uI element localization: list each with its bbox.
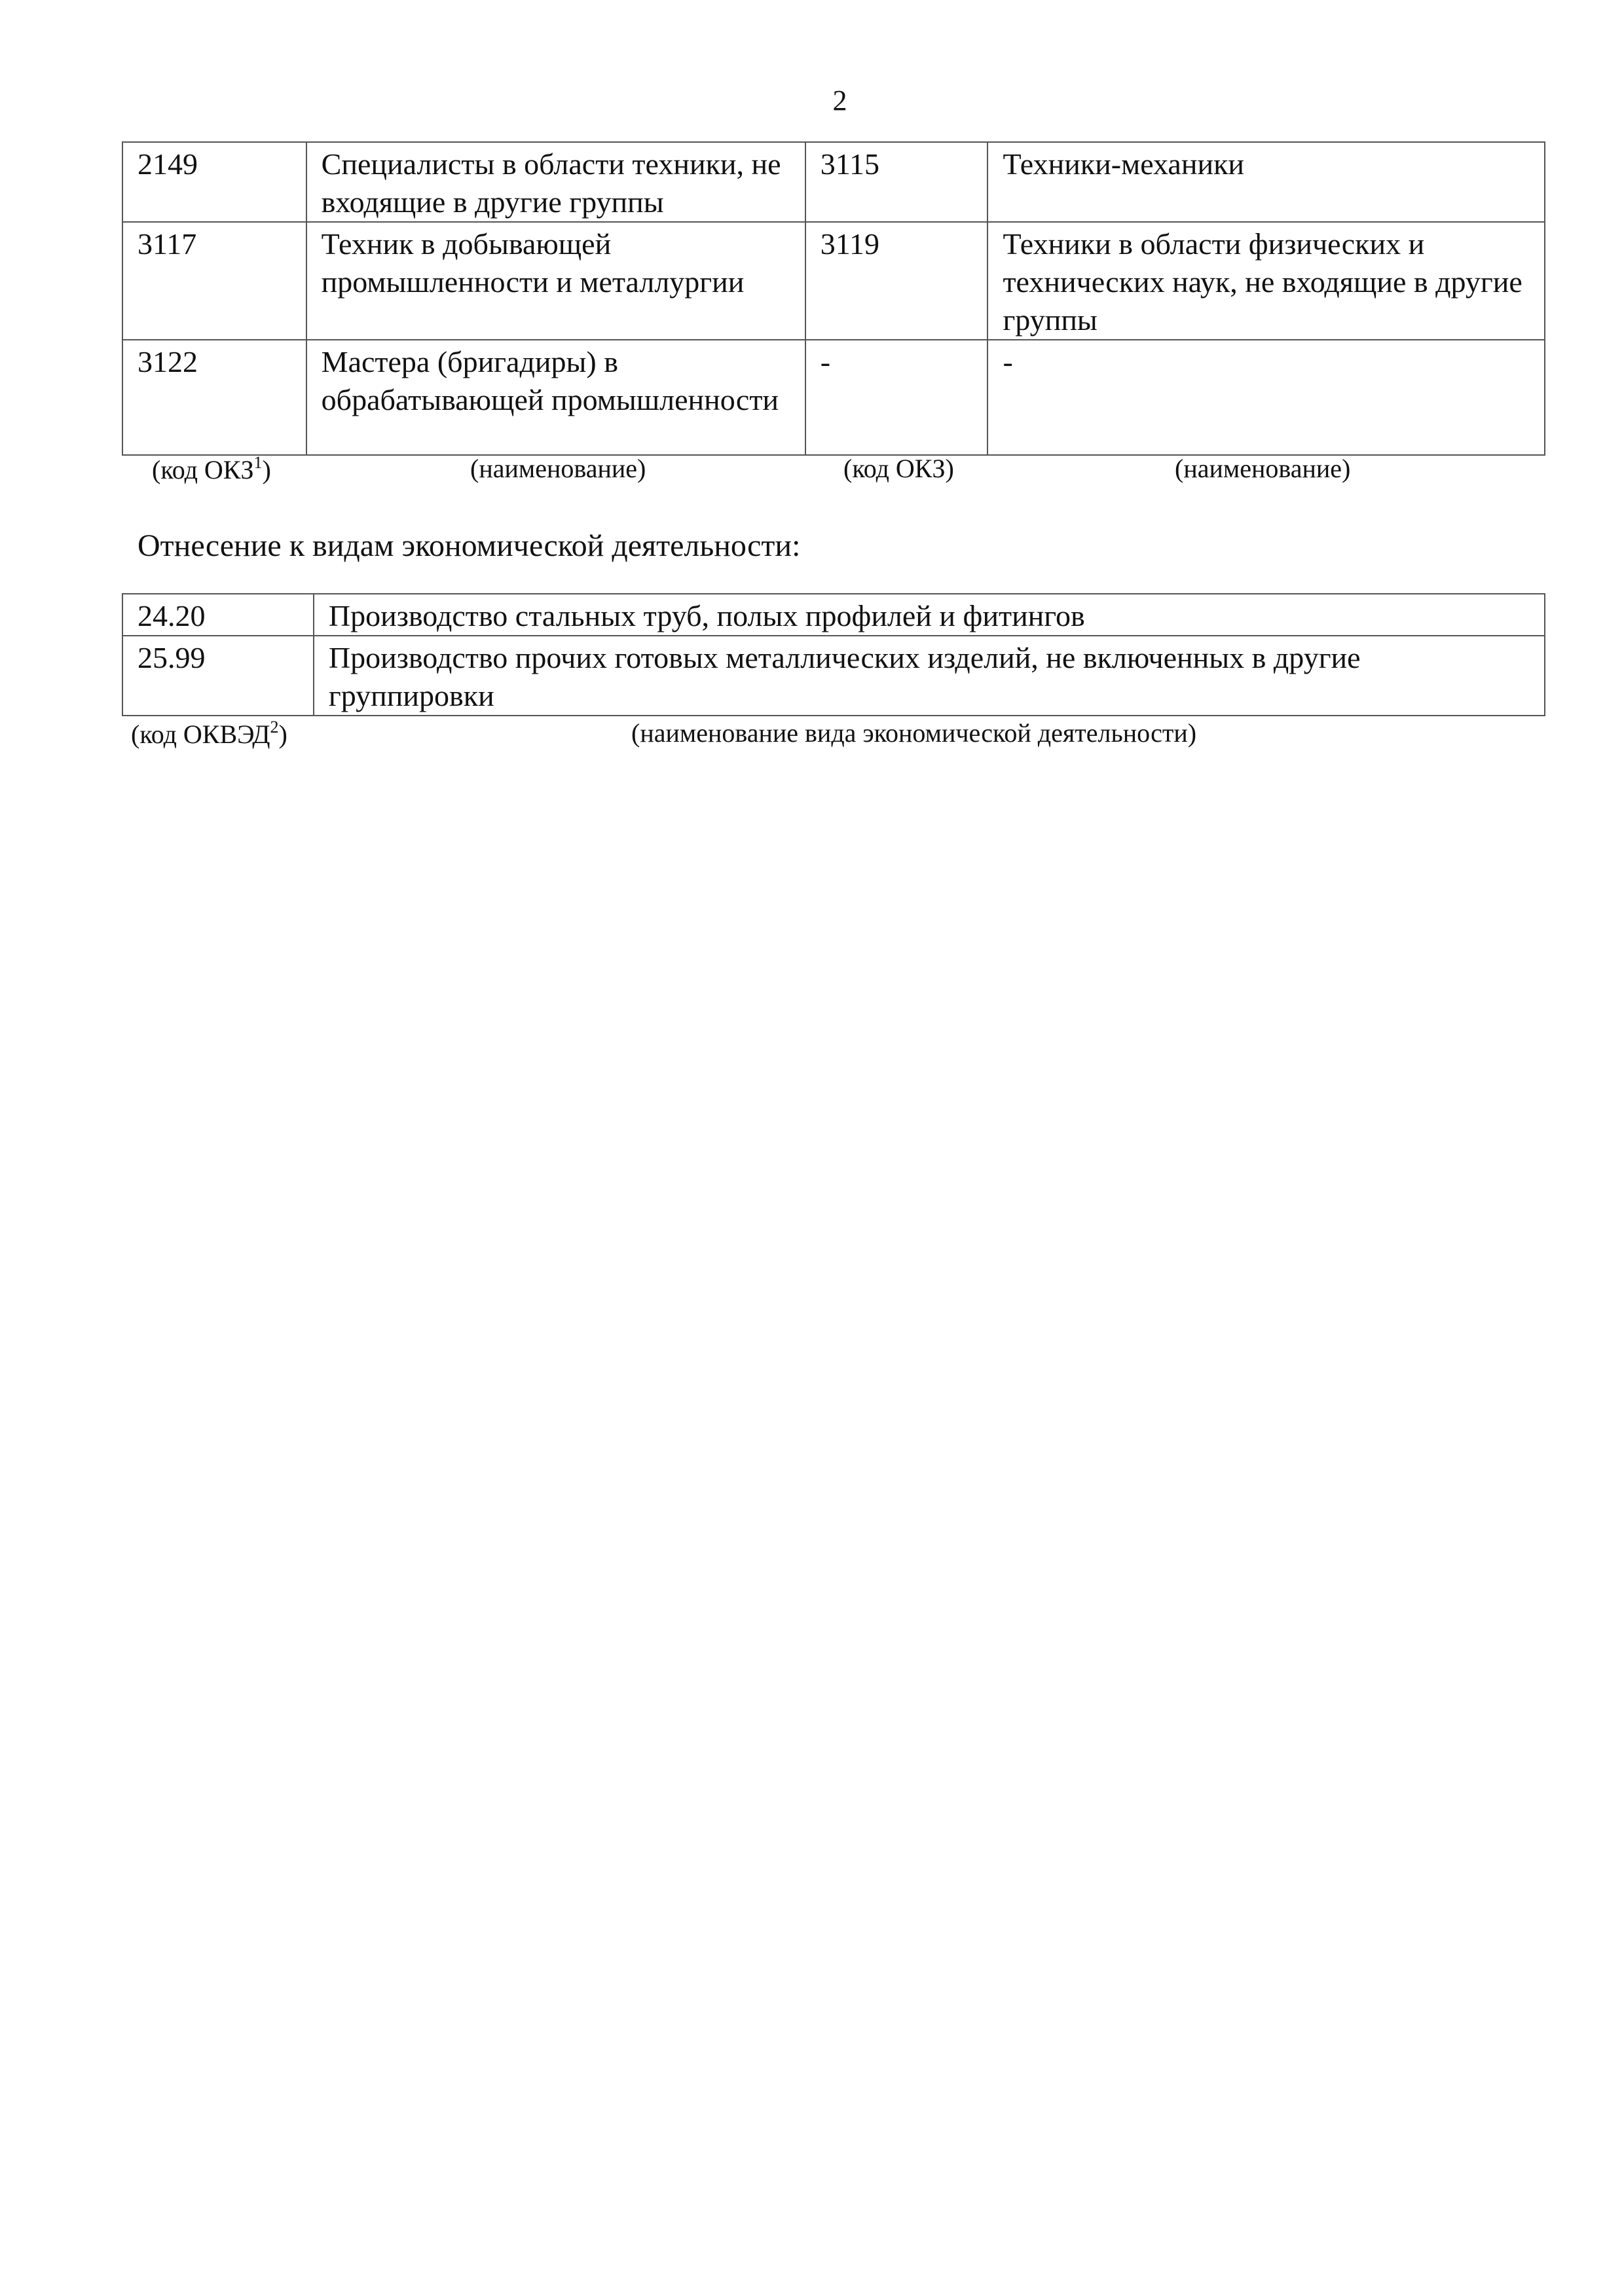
okz-code-caption-close: ) xyxy=(262,455,271,484)
section-heading: Отнесение к видам экономической деятельности: xyxy=(138,528,801,563)
okz-name-cell: Специалисты в области техники, не входящие в другие группы xyxy=(306,142,805,222)
okz-name-cell: Мастера (бригадиры) в обрабатывающей промышленности xyxy=(306,340,805,455)
okved-code-caption xyxy=(131,718,287,750)
okz-code-caption-text: (код ОКЗ xyxy=(152,455,254,484)
table-row xyxy=(122,594,1545,636)
okved-table xyxy=(122,593,1545,716)
okz-name-caption: (наименование) xyxy=(470,454,646,483)
okved-code-caption-text: (код ОКВЭД xyxy=(131,720,270,749)
okz-name-cell: Техники в области физических и технических наук, не входящие в другие группы xyxy=(987,222,1545,340)
okved-name-cell: Производство прочих готовых металлических изделий, не включенных в другие группировки xyxy=(314,636,1545,716)
okz-code-caption-2: (код ОКЗ) xyxy=(843,454,954,483)
footnote-marker: 1 xyxy=(253,453,263,472)
okz-code-cell: 3117 xyxy=(122,222,306,340)
okved-code-caption-close: ) xyxy=(278,720,287,749)
okz-name-cell: Техники-механики xyxy=(987,142,1545,222)
table-row xyxy=(122,340,1545,455)
okz-code-cell: - xyxy=(805,340,988,455)
okz-name-caption-2: (наименование) xyxy=(1175,454,1351,483)
table-row xyxy=(122,222,1545,340)
okz-code-cell: 3115 xyxy=(805,142,988,222)
okved-code-cell: 24.20 xyxy=(122,594,314,636)
okz-name-cell: Техник в добывающей промышленности и металлургии xyxy=(306,222,805,340)
table-row xyxy=(122,636,1545,716)
footnote-marker: 2 xyxy=(270,718,279,737)
okz-table xyxy=(122,141,1545,456)
okz-code-caption xyxy=(152,453,271,485)
okz-code-cell: 3119 xyxy=(805,222,988,340)
okz-code-cell: 2149 xyxy=(122,142,306,222)
okved-name-cell: Производство стальных труб, полых профилей и фитингов xyxy=(314,594,1545,636)
okved-code-cell: 25.99 xyxy=(122,636,314,716)
okz-code-cell: 3122 xyxy=(122,340,306,455)
okz-name-cell: - xyxy=(987,340,1545,455)
table-row xyxy=(122,142,1545,222)
okved-name-caption: (наименование вида экономической деятельности) xyxy=(631,718,1197,748)
page-number: 2 xyxy=(832,84,847,117)
